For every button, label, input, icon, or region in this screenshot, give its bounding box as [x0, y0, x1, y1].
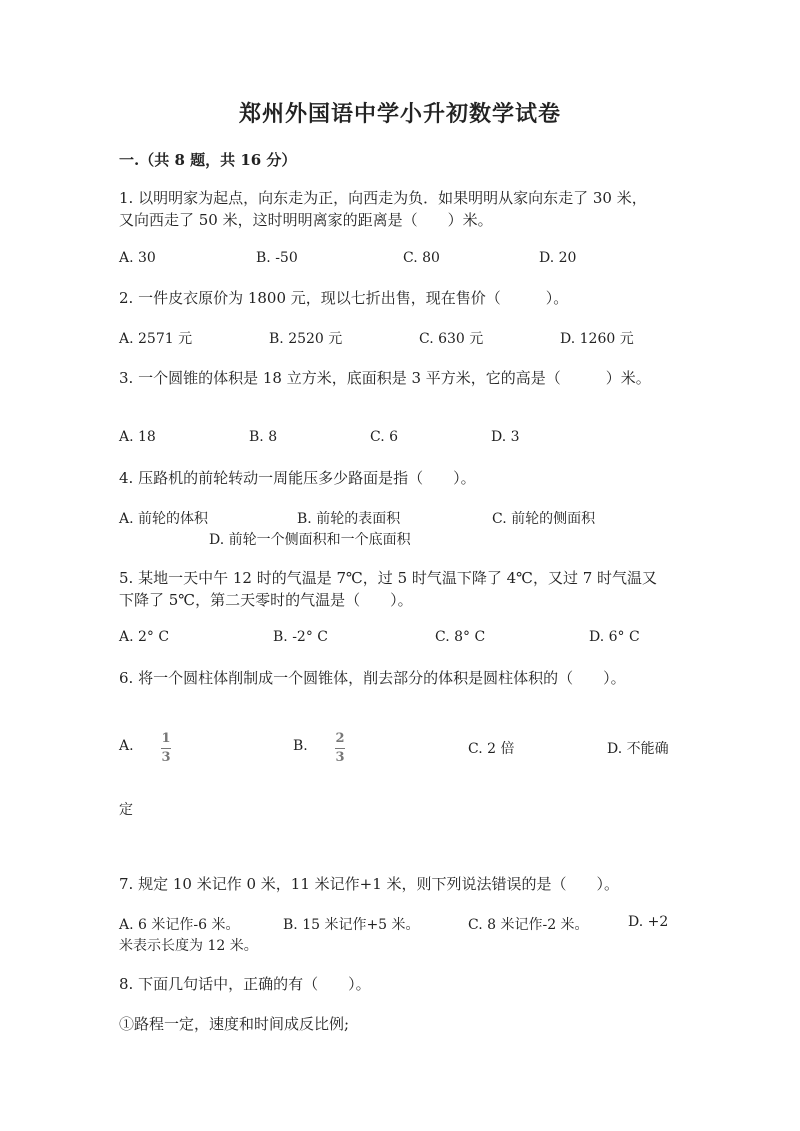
- q5-option-d: D. 6° C: [589, 629, 640, 645]
- question-5-line-1: 5. 某地一天中午 12 时的气温是 7℃，过 5 时气温下降了 4℃，又过 7 时气温又: [119, 569, 658, 587]
- q8-statement-1: ①路程一定，速度和时间成反比例;: [119, 1015, 350, 1033]
- q4-option-b: B. 前轮的表面积: [297, 511, 401, 527]
- q6-option-a: A.: [119, 738, 134, 754]
- q2-option-b: B. 2520 元: [269, 331, 343, 347]
- q1-option-c: C. 80: [403, 250, 440, 266]
- q7-option-b: B. 15 米记作+5 米。: [283, 917, 420, 933]
- q4-option-a: A. 前轮的体积: [119, 511, 209, 527]
- q6-option-d: D. 不能确: [607, 741, 669, 757]
- section-heading: 一.（共 8 题，共 16 分）: [119, 151, 297, 169]
- q7-option-c: C. 8 米记作-2 米。: [468, 917, 589, 933]
- fraction-bar: [335, 748, 345, 749]
- fraction-numerator: 1: [161, 731, 171, 746]
- question-6-line-1: 6. 将一个圆柱体削制成一个圆锥体，削去部分的体积是圆柱体积的（ ）。: [119, 669, 626, 687]
- q5-option-a: A. 2° C: [119, 629, 170, 645]
- q2-option-d: D. 1260 元: [560, 331, 634, 347]
- q6-option-b: B.: [293, 738, 308, 754]
- q3-option-a: A. 18: [119, 429, 156, 445]
- page-title: 郑州外国语中学小升初数学试卷: [238, 101, 561, 127]
- q4-option-d: D. 前轮一个侧面积和一个底面积: [209, 532, 411, 548]
- question-7-line-1: 7. 规定 10 米记作 0 米，11 米记作+1 米，则下列说法错误的是（ ）。: [119, 875, 620, 893]
- q7-option-d: D. +2: [628, 914, 669, 930]
- question-5-line-2: 下降了 5℃，第二天零时的气温是（ ）。: [119, 591, 413, 609]
- q4-option-c: C. 前轮的侧面积: [492, 511, 596, 527]
- q7-option-a: A. 6 米记作-6 米。: [119, 917, 240, 933]
- fraction-numerator: 2: [335, 731, 345, 746]
- question-4-line-1: 4. 压路机的前轮转动一周能压多少路面是指（ ）。: [119, 469, 476, 487]
- q1-option-a: A. 30: [119, 250, 156, 266]
- q1-option-d: D. 20: [539, 250, 577, 266]
- question-2-line-1: 2. 一件皮衣原价为 1800 元，现以七折出售，现在售价（ ）。: [119, 289, 569, 307]
- question-1-line-2: 又向西走了 50 米，这时明明离家的距离是（ ）米。: [119, 211, 493, 229]
- fraction-denominator: 3: [161, 750, 171, 765]
- q5-option-c: C. 8° C: [435, 629, 486, 645]
- q3-option-d: D. 3: [491, 429, 520, 445]
- q5-option-b: B. -2° C: [273, 629, 328, 645]
- q6-option-d-continued: 定: [119, 802, 133, 818]
- q2-option-a: A. 2571 元: [119, 331, 193, 347]
- q3-option-b: B. 8: [249, 429, 278, 445]
- question-8-line-1: 8. 下面几句话中，正确的有（ ）。: [119, 975, 371, 993]
- question-3-line-1: 3. 一个圆锥的体积是 18 立方米，底面积是 3 平方米，它的高是（ ）米。: [119, 369, 651, 387]
- q2-option-c: C. 630 元: [419, 331, 484, 347]
- fraction-denominator: 3: [335, 750, 345, 765]
- fraction-bar: [161, 748, 171, 749]
- q6-fraction-two-thirds: [335, 731, 345, 766]
- q6-option-c: C. 2 倍: [468, 741, 515, 757]
- q7-option-d-continued: 米表示长度为 12 米。: [119, 938, 258, 954]
- q1-option-b: B. -50: [256, 250, 298, 266]
- q6-fraction-one-third: [161, 731, 171, 766]
- question-1-line-1: 1. 以明明家为起点，向东走为正，向西走为负．如果明明从家向东走了 30 米，: [119, 189, 647, 207]
- q3-option-c: C. 6: [370, 429, 399, 445]
